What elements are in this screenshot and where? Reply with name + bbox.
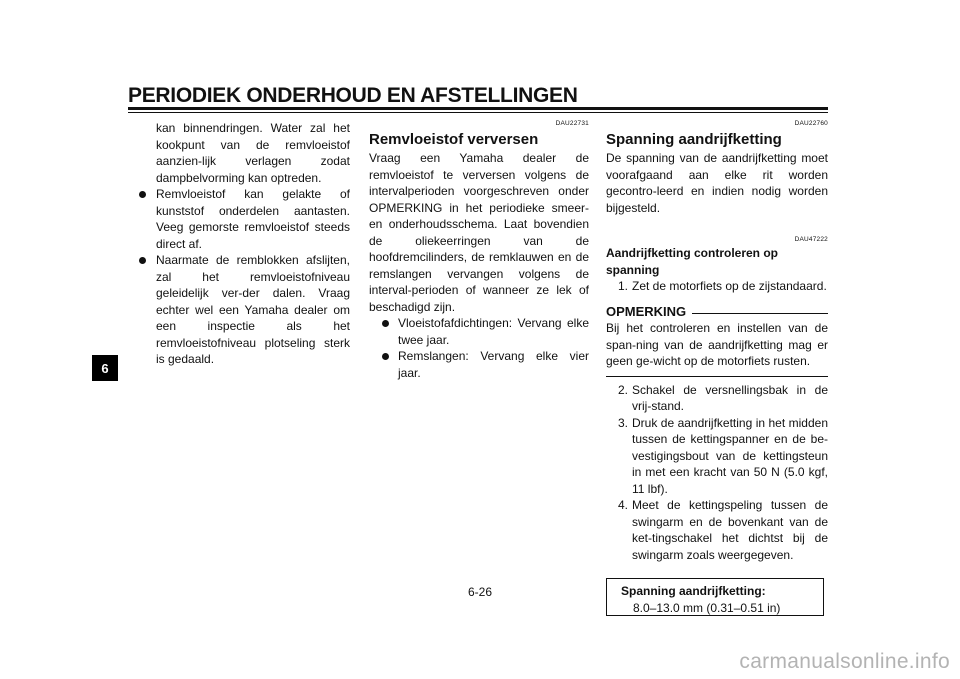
bullet-icon xyxy=(382,320,389,327)
column-2 xyxy=(369,120,589,381)
bullet-icon xyxy=(139,191,146,198)
step-number: 4. xyxy=(618,498,629,512)
section-code: DAU22760 xyxy=(794,120,828,127)
bullet-item xyxy=(135,252,350,368)
continued-paragraph: kan binnendringen. Water zal het kookpunt van de remvloeistof aanzien-lijk verlagen zodat dampbelvorming kan optreden. xyxy=(156,121,350,185)
note-header xyxy=(606,304,828,321)
page-number: 6-26 xyxy=(467,585,493,599)
bullet-text: Remvloeistof kan gelakte of kunststof onderdelen aantasten. Veeg gemorste remvloeistof steeds direct af. xyxy=(156,187,350,251)
section-code: DAU22731 xyxy=(555,120,589,127)
step-item xyxy=(606,497,828,563)
spec-label: Spanning aandrijfketting: xyxy=(621,584,766,598)
step-text: Druk de aandrijfketting in het midden tussen de kettingspanner en de be-vestigingsbout van de kettingsteun in met een kracht van 50 N (5.0 kgf, 11 lbf). xyxy=(632,415,828,496)
bullet-icon xyxy=(139,257,146,264)
step-item xyxy=(606,278,828,295)
header-rule-thin xyxy=(128,112,828,113)
bullet-item xyxy=(378,315,589,348)
step-text: Meet de kettingspeling tussen de swingarm en de bovenkant van de ket-tingschakel het dichtst bij de swingarm zoals weergegeven. xyxy=(632,498,828,562)
step-item xyxy=(606,382,828,415)
bullet-text: Remslangen: Vervang elke vier jaar. xyxy=(398,349,589,380)
step-number: 3. xyxy=(618,415,629,430)
header-rule-thick xyxy=(128,107,828,110)
bullet-item xyxy=(135,186,350,252)
step-number: 2. xyxy=(618,382,629,397)
section-intro: De spanning van de aandrijfketting moet voorafgaand aan elke rit worden gecontro-leerd en indien nodig worden bijgesteld. xyxy=(606,151,828,215)
bullet-icon xyxy=(382,353,389,360)
bullet-item xyxy=(378,348,589,381)
column-3 xyxy=(606,120,828,616)
column-1 xyxy=(135,120,350,368)
page-title: PERIODIEK ONDERHOUD EN AFSTELLINGEN xyxy=(128,84,578,107)
step-text: Zet de motorfiets op de zijstandaard. xyxy=(632,279,827,293)
section-heading-chain-slack: Spanning aandrijfketting xyxy=(606,131,782,148)
watermark: carmanualsonline.info xyxy=(739,650,950,673)
note-end-rule xyxy=(606,376,828,377)
note-heading: OPMERKING xyxy=(606,303,687,319)
bullet-text: Vloeistofafdichtingen: Vervang elke twee jaar. xyxy=(398,316,589,347)
subsection-code: DAU47222 xyxy=(794,236,828,243)
note-text: Bij het controleren en instellen van de span-ning van de aandrijfketting mag er geen ge-wicht op de motorfiets rusten. xyxy=(606,321,828,368)
step-number: 1. xyxy=(618,279,629,293)
bullet-text: Naarmate de remblokken afslijten, zal het remvloeistofniveau geleidelijk ver-der dalen. Vraag echter wel een Yamaha dealer om een inspectie als het remvloeistofniveau plotseling sterk is gedaald. xyxy=(156,253,350,366)
step-text: Schakel de versnellingsbak in de vrij-stand. xyxy=(632,382,828,413)
section-heading-brake-fluid: Remvloeistof verversen xyxy=(369,131,539,148)
section-body: Vraag een Yamaha dealer de remvloeistof te verversen volgens de intervalperioden voorgeschreven onder OPMERKING in het periodieke smeer- en onderhoudsschema. Laat bovendien de oliekeerringen van de hoofdremcilinders, de remklauwen en de remslangen vervangen volgens de interval-perioden of wanneer ze lek of beschadigd zijn. xyxy=(369,151,589,314)
chapter-tab: 6 xyxy=(92,355,118,381)
subsection-heading: Aandrijfketting controleren op spanning xyxy=(606,246,779,277)
step-item xyxy=(606,415,828,498)
note-rule xyxy=(692,313,828,314)
spec-value: 8.0–13.0 mm (0.31–0.51 in) xyxy=(633,600,781,615)
